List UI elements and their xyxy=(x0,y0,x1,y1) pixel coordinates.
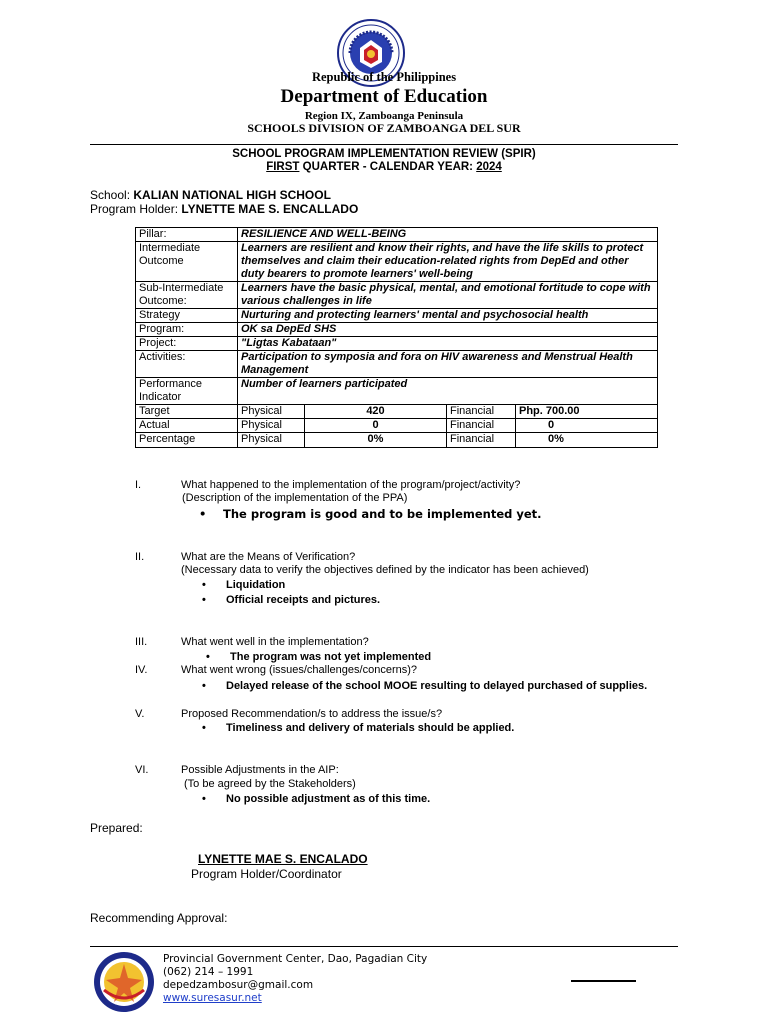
q6-text: Possible Adjustments in the AIP: xyxy=(181,764,339,776)
division-seal-logo xyxy=(92,950,156,1014)
q3-answer: • The program was not yet implemented xyxy=(230,651,431,663)
q4-text: What went wrong (issues/challenges/concerns)? xyxy=(181,664,418,676)
year-value: 2024 xyxy=(476,161,502,173)
financial-value: Php. 700.00 xyxy=(516,405,658,419)
quarter-title xyxy=(0,161,768,173)
school-label: School: xyxy=(90,188,131,202)
table-row xyxy=(136,309,658,323)
q6-number: VI. xyxy=(135,764,149,776)
row-value: Number of learners participated xyxy=(238,378,658,405)
school-value: KALIAN NATIONAL HIGH SCHOOL xyxy=(133,188,331,202)
financial-label: Financial xyxy=(447,405,516,419)
row-value: "Ligtas Kabataan" xyxy=(238,337,658,351)
division-heading: SCHOOLS DIVISION OF ZAMBOANGA DEL SUR xyxy=(247,121,521,135)
q5-number: V. xyxy=(135,708,145,720)
q1-text: What happened to the implementation of the program/project/activity? xyxy=(181,479,521,491)
row-label: Pillar: xyxy=(136,228,238,242)
row-label: Project: xyxy=(136,337,238,351)
financial-value: 0% xyxy=(516,433,658,448)
holder-value: LYNETTE MAE S. ENCALLADO xyxy=(181,202,359,216)
republic-heading: Republic of the Philippines xyxy=(311,70,457,84)
row-value: Participation to symposia and fora on HIV awareness and Menstrual Health Management xyxy=(238,351,658,378)
financial-value: 0 xyxy=(516,419,658,433)
q2-sub: (Necessary data to verify the objectives defined by the indicator has been achieved) xyxy=(181,564,589,576)
table-row xyxy=(136,282,658,309)
row-value: Learners are resilient and know their rights, and have the life skills to protect themselves and claim their education-related rights from DepEd and other duty bearers to promote learners' well-being xyxy=(238,242,658,282)
spir-title: SCHOOL PROGRAM IMPLEMENTATION REVIEW (SPIR) xyxy=(232,148,536,160)
table-row xyxy=(136,242,658,282)
q4-number: IV. xyxy=(135,664,148,676)
footer-website-link[interactable]: www.suresasur.net xyxy=(163,992,262,1004)
table-row xyxy=(136,351,658,378)
physical-label: Physical xyxy=(238,433,305,448)
footer-phone: (062) 214 – 1991 xyxy=(163,966,254,978)
metric-label: Target xyxy=(136,405,238,419)
prepared-role: Program Holder/Coordinator xyxy=(191,867,342,881)
row-label: Program: xyxy=(136,323,238,337)
table-row xyxy=(136,378,658,405)
q2-answer-2: • Official receipts and pictures. xyxy=(226,594,380,606)
table-row xyxy=(136,323,658,337)
q3-text: What went well in the implementation? xyxy=(181,636,369,648)
q3-number: III. xyxy=(135,636,148,648)
footer-divider xyxy=(90,946,678,947)
q6-answer: • No possible adjustment as of this time. xyxy=(226,793,430,805)
prepared-name: LYNETTE MAE S. ENCALADO xyxy=(198,852,368,866)
spir-table xyxy=(135,227,658,448)
row-value: RESILIENCE AND WELL-BEING xyxy=(238,228,658,242)
financial-label: Financial xyxy=(447,433,516,448)
physical-label: Physical xyxy=(238,405,305,419)
recommending-label: Recommending Approval: xyxy=(90,911,228,925)
physical-value: 0 xyxy=(305,419,447,433)
q2-number: II. xyxy=(135,551,145,563)
metric-row-target xyxy=(136,405,658,419)
row-label: Performance Indicator xyxy=(136,378,238,405)
row-value: Nurturing and protecting learners' mental and psychosocial health xyxy=(238,309,658,323)
row-label: Intermediate Outcome xyxy=(136,242,238,282)
quarter-rest: QUARTER - CALENDAR YEAR: xyxy=(299,161,477,173)
header-divider xyxy=(90,144,678,145)
row-value: Learners have the basic physical, mental, and emotional fortitude to cope with various challenges in life xyxy=(238,282,658,309)
q2-answer-1: • Liquidation xyxy=(226,579,285,591)
footer-short-rule xyxy=(571,980,636,982)
table-row xyxy=(136,337,658,351)
school-line xyxy=(90,188,331,202)
q5-text: Proposed Recommendation/s to address the issue/s? xyxy=(181,708,443,720)
footer-email: depedzambosur@gmail.com xyxy=(163,979,314,991)
table-row xyxy=(136,228,658,242)
q1-number: I. xyxy=(135,479,142,491)
row-label: Sub-Intermediate Outcome: xyxy=(136,282,238,309)
metric-label: Actual xyxy=(136,419,238,433)
physical-value: 0% xyxy=(305,433,447,448)
q6-sub: (To be agreed by the Stakeholders) xyxy=(184,778,356,790)
q5-answer: • Timeliness and delivery of materials should be applied. xyxy=(226,722,514,734)
quarter-word: FIRST xyxy=(266,161,300,173)
q2-text: What are the Means of Verification? xyxy=(181,551,356,563)
physical-value: 420 xyxy=(305,405,447,419)
row-label: Activities: xyxy=(136,351,238,378)
metric-row-percentage xyxy=(136,433,658,448)
row-value: OK sa DepEd SHS xyxy=(238,323,658,337)
metric-label: Percentage xyxy=(136,433,238,448)
department-heading: Department of Education xyxy=(280,86,488,107)
q1-sub: (Description of the implementation of the PPA) xyxy=(182,492,408,504)
financial-label: Financial xyxy=(447,419,516,433)
region-heading: Region IX, Zamboanga Peninsula xyxy=(304,110,464,122)
row-label: Strategy xyxy=(136,309,238,323)
holder-line xyxy=(90,202,358,216)
physical-label: Physical xyxy=(238,419,305,433)
holder-label: Program Holder: xyxy=(90,202,179,216)
q1-answer: • The program is good and to be implemented yet. xyxy=(223,507,542,521)
prepared-label: Prepared: xyxy=(90,821,143,835)
q4-answer: • Delayed release of the school MOOE resulting to delayed purchased of supplies. xyxy=(226,680,647,692)
footer-address: Provincial Government Center, Dao, Pagadian City xyxy=(163,953,428,965)
metric-row-actual xyxy=(136,419,658,433)
